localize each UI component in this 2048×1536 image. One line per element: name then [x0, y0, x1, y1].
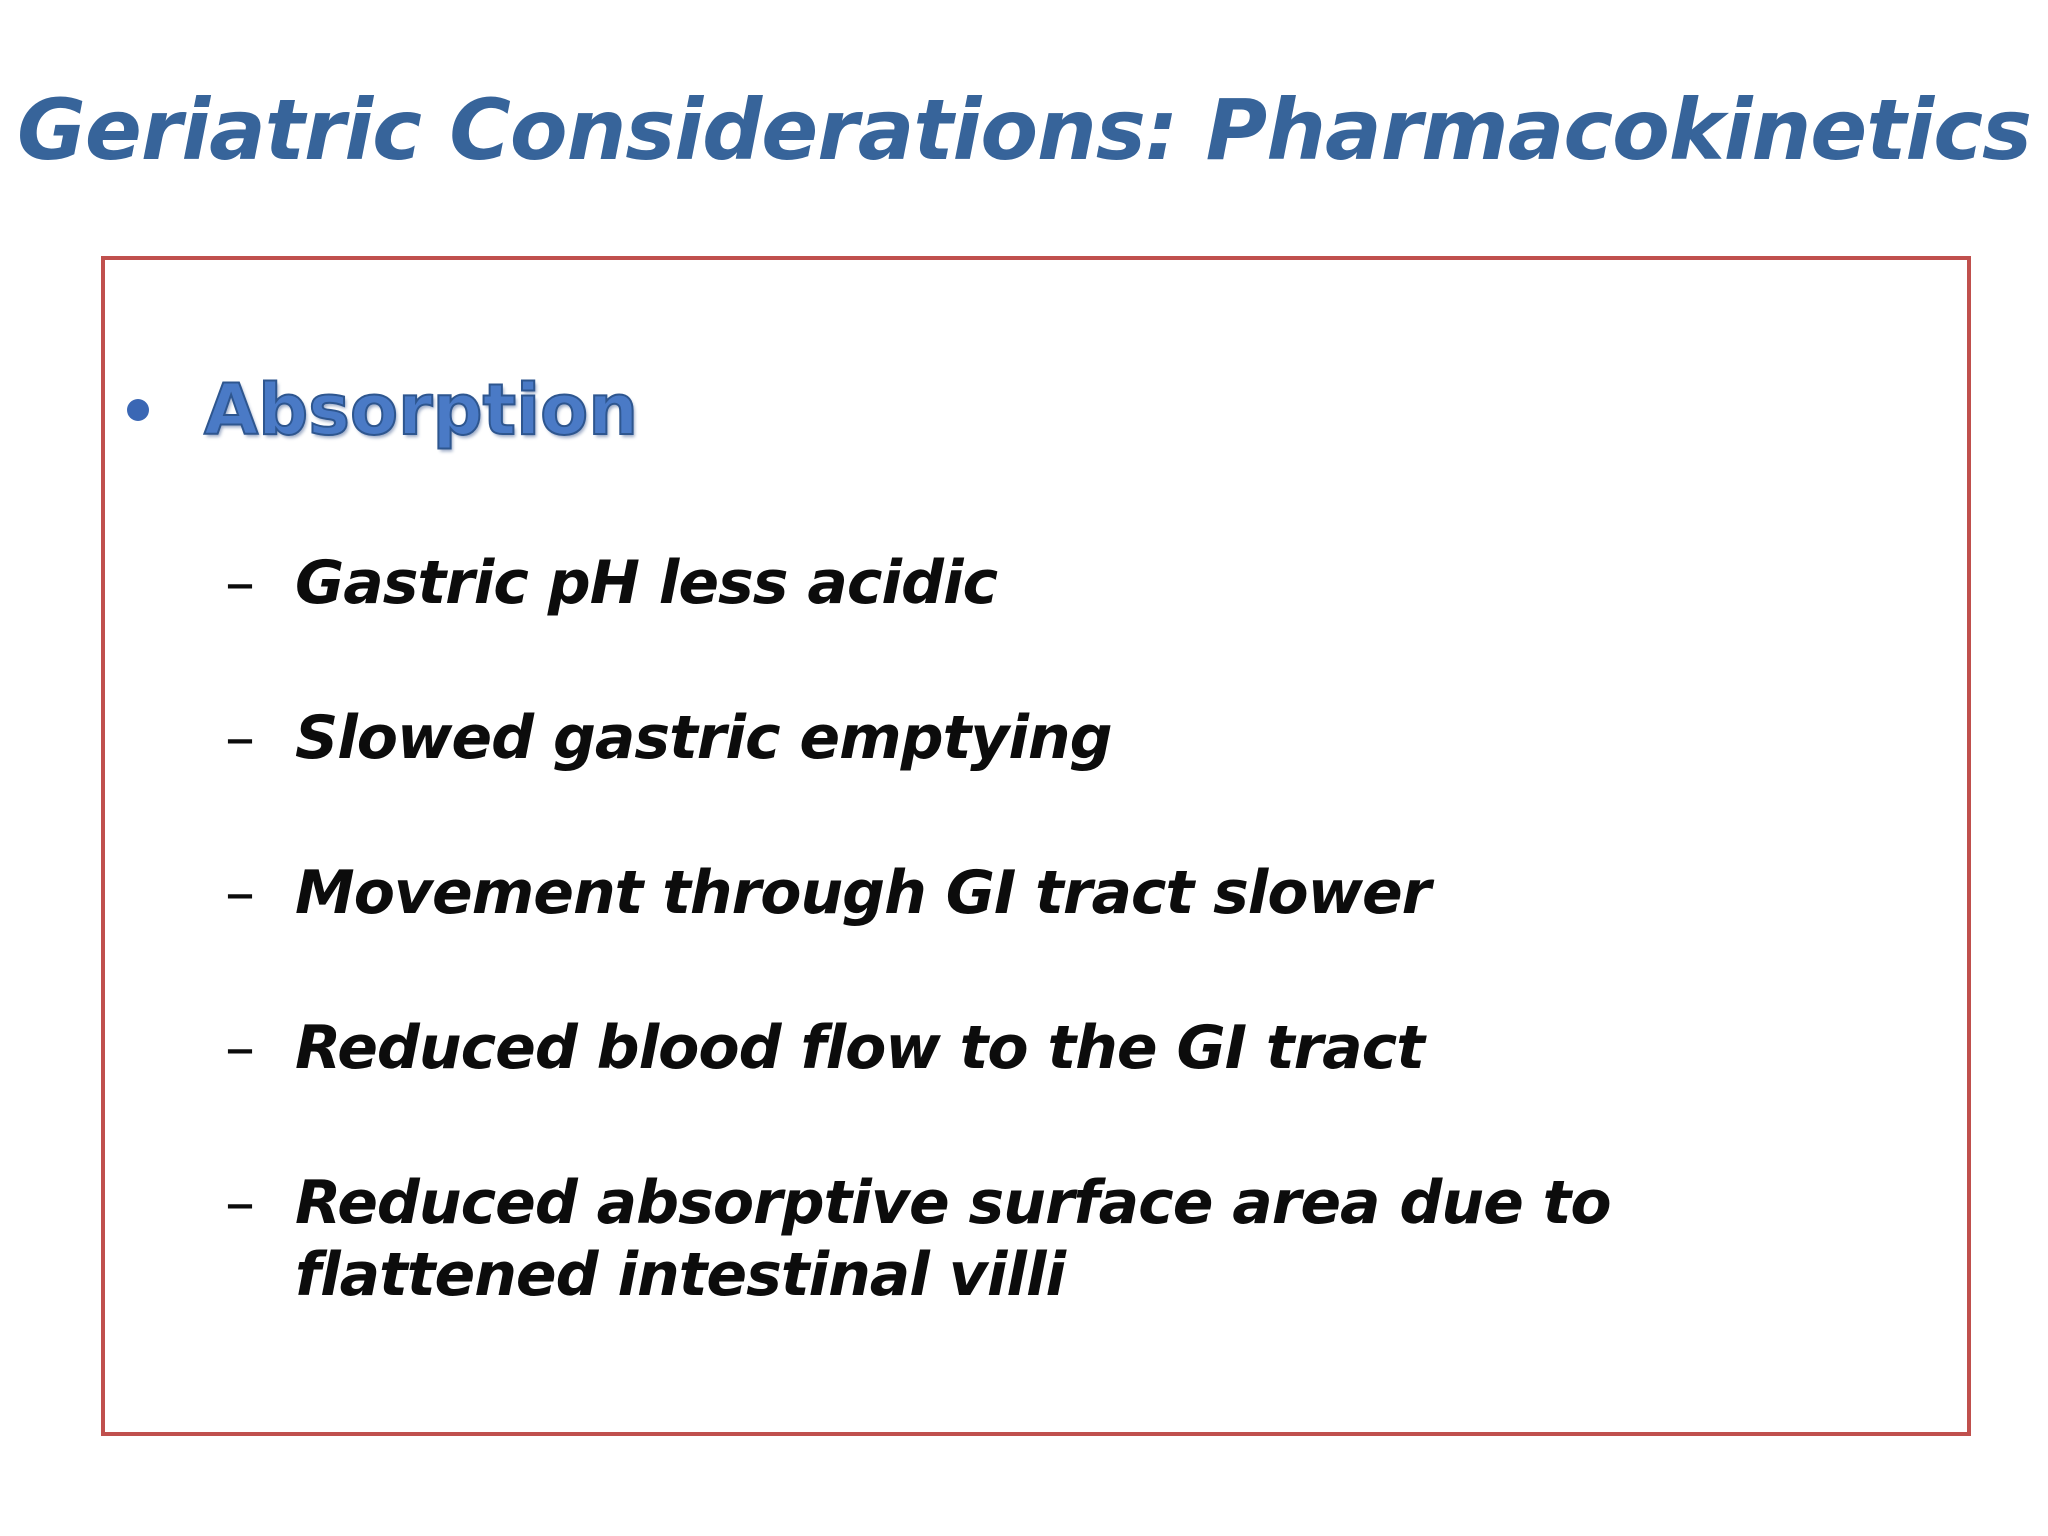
sub-bullet-text: Reduced absorptive surface area due to flattened intestinal villi: [295, 1168, 1611, 1310]
dash-icon: –: [225, 1168, 254, 1238]
sub-bullet-item: [225, 702, 1925, 774]
bullet-heading: Absorption: [204, 369, 639, 451]
sub-bullet-text: Slowed gastric emptying: [295, 703, 1112, 773]
slide-title: Geriatric Considerations: Pharmacokinetics: [16, 81, 2032, 179]
sub-bullet-list: [225, 547, 1925, 1311]
dash-icon: –: [225, 548, 254, 618]
dash-icon: –: [225, 1013, 254, 1083]
sub-bullet-item: [225, 547, 1925, 619]
dash-icon: –: [225, 858, 254, 928]
sub-bullet-item: [225, 857, 1925, 929]
sub-bullet-text: Gastric pH less acidic: [295, 548, 998, 618]
bullet-dot-icon: [127, 399, 149, 421]
bullet-row: [127, 360, 638, 460]
content-box: [101, 256, 1971, 1436]
dash-icon: –: [225, 703, 254, 773]
sub-bullet-text: Reduced blood flow to the GI tract: [295, 1013, 1424, 1083]
sub-bullet-item: [225, 1012, 1925, 1084]
sub-bullet-item: [225, 1167, 1925, 1311]
sub-bullet-text: Movement through GI tract slower: [295, 858, 1431, 928]
